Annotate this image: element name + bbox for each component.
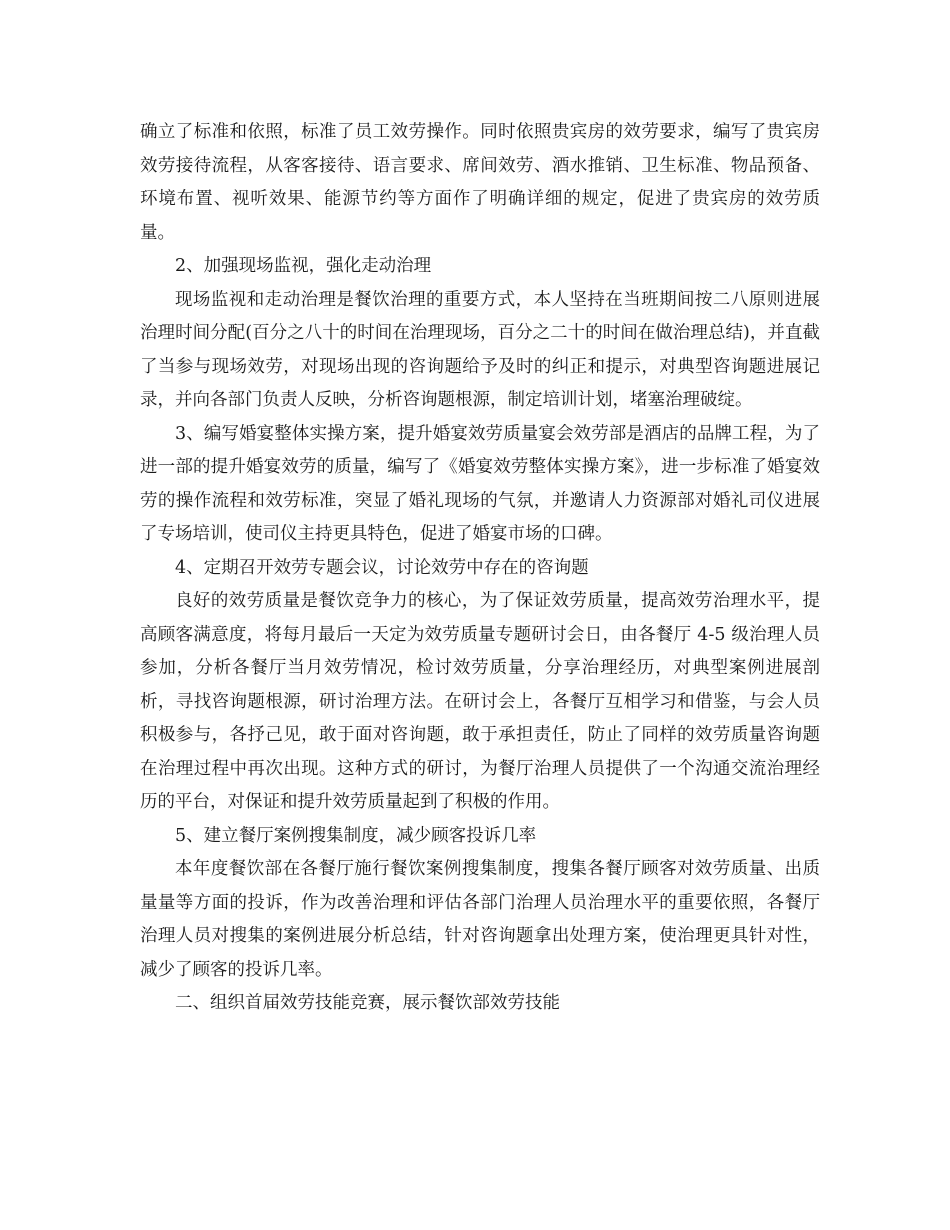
paragraph-continuation: 确立了标准和依照，标准了员工效劳操作。同时依照贵宾房的效劳要求，编写了贵宾房效劳接待流程，从客客接待、语言要求、席间效劳、酒水推销、卫生标准、物品预备、环境布置、视听效果、能源节约等方面作了明确详细的规定，促进了贵宾房的效劳质量。 xyxy=(140,122,820,243)
paragraph-service-meeting: 良好的效劳质量是餐饮竞争力的核心，为了保证效劳质量，提高效劳治理水平，提高顾客满意度，将每月最后一天定为效劳质量专题研讨会日，由各餐厅 4-5 级治理人员参加，分析各餐厅当月效劳情况，检讨效劳质量，分享治理经历，对典型案例进展剖析，寻找咨询题根源，研讨治理方法。在研讨会上，各餐厅互相学习和借鉴，与会人员积极参与，各抒己见，敢于面对咨询题，敢于承担责任，防止了同样的效劳质量咨询题在治理过程中再次出现。这种方式的研讨，为餐厅治理人员提供了一个沟通交流治理经历的平台，对保证和提升效劳质量起到了积极的作用。 xyxy=(140,591,820,812)
section-heading-2: 2、加强现场监视，强化走动治理 xyxy=(175,256,432,276)
paragraph-wedding-plan: 3、编写婚宴整体实操方案，提升婚宴效劳质量宴会效劳部是酒店的品牌工程，为了进一部的提升婚宴效劳的质量，编写了《婚宴效劳整体实操方案》，进一步标准了婚宴效劳的操作流程和效劳标准，突显了婚礼现场的气氛，并邀请人力资源部对婚礼司仪进展了专场培训，使司仪主持更具特色，促进了婚宴市场的口碑。 xyxy=(140,423,820,544)
paragraph-site-supervision: 现场监视和走动治理是餐饮治理的重要方式，本人坚持在当班期间按二八原则进展治理时间分配(百分之八十的时间在治理现场，百分之二十的时间在做治理总结)，并直截了当参与现场效劳，对现场出现的咨询题给予及时的纠正和提示，对典型咨询题进展记录，并向各部门负责人反映，分析咨询题根源，制定培训计划，堵塞治理破绽。 xyxy=(140,289,820,410)
paragraph-case-collection: 本年度餐饮部在各餐厅施行餐饮案例搜集制度，搜集各餐厅顾客对效劳质量、出质量量等方面的投诉，作为改善治理和评估各部门治理人员治理水平的重要依照，各餐厅治理人员对搜集的案例进展分析总结，针对咨询题拿出处理方案，使治理更具针对性，减少了顾客的投诉几率。 xyxy=(140,859,820,980)
section-heading-4: 4、定期召开效劳专题会议，讨论效劳中存在的咨询题 xyxy=(175,557,589,578)
section-heading-5: 5、建立餐厅案例搜集制度，减少顾客投诉几率 xyxy=(175,825,537,846)
section-heading-second: 二、组织首届效劳技能竞赛，展示餐饮部效劳技能 xyxy=(175,993,560,1013)
document-body xyxy=(140,116,820,1021)
